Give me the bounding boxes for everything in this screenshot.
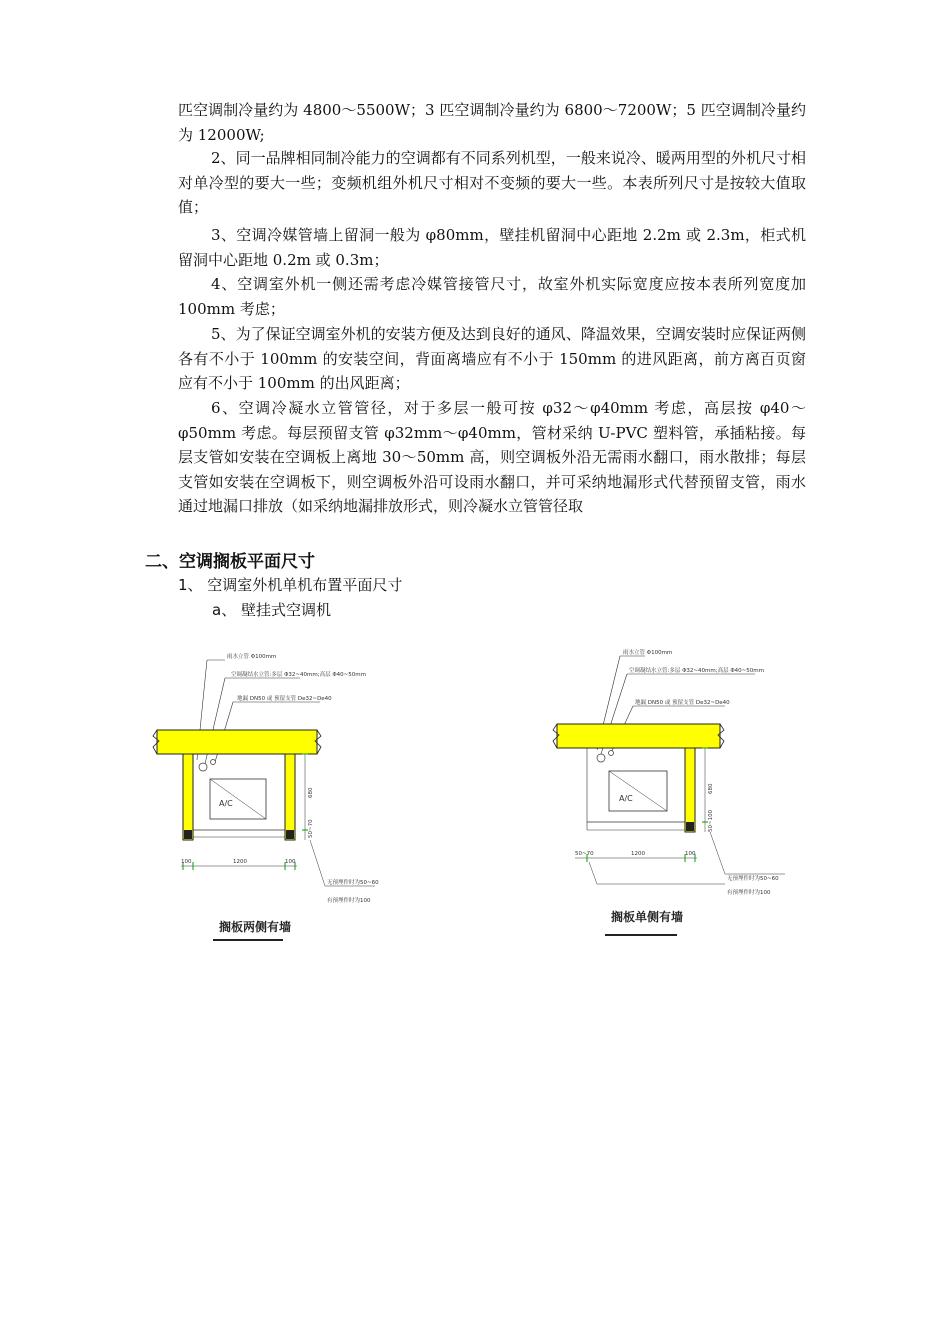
dim-right: 100 bbox=[285, 859, 296, 865]
dim-left: 50~70 bbox=[575, 851, 594, 857]
dim-offset: 50~100 bbox=[708, 809, 714, 832]
dim-width: 1200 bbox=[631, 851, 645, 857]
dim-width: 1200 bbox=[233, 859, 247, 865]
note-rainwater-pipe: 雨水立管 Φ100mm bbox=[623, 650, 673, 656]
note-condensate-pipe: 空调凝结水立管:多层 Φ32~40mm;高层 Φ40~50mm bbox=[629, 668, 765, 674]
note-rainwater-pipe: 雨水立管 Φ100mm bbox=[227, 654, 277, 660]
section-heading: 二、空调搁板平面尺寸 bbox=[145, 552, 315, 572]
note-floor-drain: 地漏 DN50 或 预留支管 De32~De40 bbox=[237, 696, 332, 702]
dim-height: 680 bbox=[308, 787, 314, 798]
paragraph-note-5: 5、为了保证空调室外机的安装方便及达到良好的通风、降温效果，空调安装时应保证两侧各有不小于 100mm 的安装空间，背面离墙应有不小于 150mm 的进风距离，前方离百页窗应有不小于 100mm 的出风距离； bbox=[178, 325, 806, 392]
dim-left: 100 bbox=[181, 859, 192, 865]
diagram-shelf-both-walls bbox=[145, 640, 395, 950]
subheading-single-unit: 1、 空调室外机单机布置平面尺寸 bbox=[178, 576, 403, 594]
paragraph-note-3: 3、空调冷媒管墙上留洞一般为 φ80mm，壁挂机留洞中心距地 2.2m 或 2.3m，柜式机留洞中心距地 0.2m 或 0.3m； bbox=[178, 226, 806, 269]
bottom-note-embed: 有预埋件时为100 bbox=[727, 890, 771, 896]
paragraph-note-4: 4、空调室外机一侧还需考虑冷媒管接管尺寸，故室外机实际宽度应按本表所列宽度加 100mm 考虑； bbox=[178, 275, 806, 318]
subheading-wall-mounted: a、 壁挂式空调机 bbox=[212, 601, 331, 619]
note-condensate-pipe: 空调凝结水立管:多层 Φ32~40mm;高层 Φ40~50mm bbox=[231, 672, 367, 678]
paragraph-note-6: 6、空调冷凝水立管管径，对于多层一般可按 φ32～φ40mm 考虑，高层按 φ40～φ50mm 考虑。每层预留支管 φ32mm～φ40mm，管材采纳 U-PVC 塑料管，承插粘接。每层支管如安装在空调板上离地 30～50mm 高，则空调板外沿无需雨水翻口，雨水散排；每层支管如安装在空调板下，则空调板外沿可设雨水翻口，并可采纳地漏形式代替预留支管，雨水通过地漏口排放（如采纳地漏排放形式，则冷凝水立管管径取 bbox=[178, 399, 806, 515]
caption-single-wall: 搁板单侧有墙 bbox=[611, 910, 684, 924]
paragraph-cooling-capacity: 匹空调制冷量约为 4800～5500W；3 匹空调制冷量约为 6800～7200W；5 匹空调制冷量约为 12000W; bbox=[178, 101, 806, 144]
dim-height: 680 bbox=[708, 783, 714, 794]
ac-unit-label: A/C bbox=[619, 794, 633, 803]
bottom-note-no-embed: 无预埋件时为50~60 bbox=[327, 880, 379, 886]
bottom-note-embed: 有预埋件时为100 bbox=[327, 898, 371, 904]
caption-both-walls: 搁板两侧有墙 bbox=[219, 920, 292, 934]
ac-unit-label: A/C bbox=[219, 799, 233, 808]
note-floor-drain: 地漏 DN50 或 预留支管 De32~De40 bbox=[635, 700, 730, 706]
dim-right: 100 bbox=[685, 851, 696, 857]
bottom-note-no-embed: 无预埋件时为50~60 bbox=[727, 876, 779, 882]
dim-offset: 50~70 bbox=[308, 819, 314, 838]
diagram-shelf-single-wall bbox=[545, 640, 795, 950]
paragraph-note-2: 2、同一品牌相同制冷能力的空调都有不同系列机型，一般来说冷、暖两用型的外机尺寸相对单冷型的要大一些；变频机组外机尺寸相对不变频的要大一些。本表所列尺寸是按较大值取值； bbox=[178, 149, 806, 216]
